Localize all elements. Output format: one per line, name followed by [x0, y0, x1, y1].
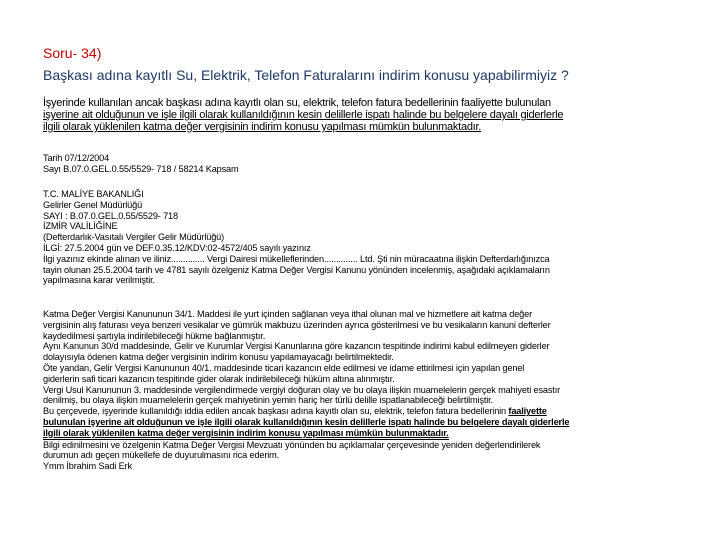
signature: Ymm İbrahim Sadi Erk: [43, 461, 132, 472]
conclusion-text: Bu çerçevede, işyerinde kullanıldığı iddia edilen ancak başkası adına kayıtlı olan su, elektrik, telefon fatura bedellerinin: [43, 406, 509, 417]
letter-line: Gelirler Genel Müdürlüğü: [43, 199, 143, 210]
body-line: dolayısıyla ödenen katma değer vergisinin indirim konusu yapılamayacağı belirtilmektedir.: [43, 352, 394, 363]
reference-date: Tarih 07/12/2004: [43, 153, 110, 163]
body-line: Vergi Usul Kanununun 3. maddesinde vergilendirmede vergiyi doğuran olay ve bu olaya ilişkin muamelelerin gerçek mahiyeti esastır: [43, 384, 561, 395]
body-line: vergisinin alış faturası veya benzeri vesikalar ve gümrük makbuzu üzerinden ayrıca gösterilmesi ve bu vesikaların kanuni defterler: [43, 319, 551, 330]
letter-line: T.C. MALİYE BAKANLIĞI: [43, 189, 144, 199]
answer-line-2: işyerine ait olduğunun ve işle ilgili olarak kullanıldığının kesin delillerle ispatı halinde bu belgelere dayalı giderlerle: [43, 109, 564, 121]
letter-header: [43, 189, 703, 286]
closing-line-2: durumun adı geçen mükellefe de duyurulmasını rica ederim.: [43, 450, 280, 461]
conclusion-highlight: faaliyette: [508, 406, 547, 417]
answer-summary: [43, 97, 683, 133]
body-line: denilmiş, bu olaya ilişkin muamelelerin gerçek mahiyetinin yemin hariç her türlü delille ispatlanabileceği belirtilmiştir.: [43, 395, 493, 406]
reference-number: Sayı B.07.0.GEL.0.55/5529- 718 / 58214 Kapsam: [43, 163, 239, 174]
conclusion-line-1: [43, 406, 703, 417]
letter-line: tayin olunan 25.5.2004 tarih ve 4781 sayılı özelgeniz Katma Değer Vergisi Kanunu yönünden incelenmiş, aşağıdaki açıklamaların: [43, 264, 550, 275]
body-line: Öte yandan, Gelir Vergisi Kanununun 40/1. maddesinde ticari kazancın elde edilmesi ve idame ettirilmesi için yapılan genel: [43, 362, 525, 373]
answer-line-3: ilgili olarak yüklenilen katma değer vergisinin indirim konusu yapılması mümkün bulunmaktadır.: [43, 121, 482, 133]
body-line: kaydedilmesi şartıyla indirilebileceği hükme bağlanmıştır.: [43, 330, 266, 341]
letter-line: SAYI : B.07.0.GEL.0.55/5529- 718: [43, 210, 178, 221]
reference-block: [43, 153, 703, 175]
body-line: Aynı Kanunun 30/d maddesinde, Gelir ve Kurumlar Vergisi Kanunlarına göre kazancın tespitinde indirimi kabul edilmeyen giderler: [43, 341, 550, 352]
letter-line: İZMİR VALİLİĞİNE: [43, 221, 118, 232]
question-header: [43, 42, 569, 86]
conclusion-line-3: ilgili olarak yüklenilen katma değer vergisinin indirim konusu yapılması mümkün bulunmaktadır.: [43, 427, 449, 438]
letter-body: [43, 309, 703, 472]
body-line: Katma Değer Vergisi Kanununun 34/1. Maddesi ile yurt içinden sağlanan veya ithal olunan mal ve hizmetlere ait katma değer: [43, 309, 532, 319]
letter-line: İlgi yazınız ekinde alınan ve iliniz.............. Vergi Dairesi mükelleflerinden.............. Ltd. Şti nin müracaatına ilişkin Defterdarlığınızca: [43, 253, 550, 264]
letter-line: İLGİ: 27.5.2004 gün ve DEF.0.35.12/KDV:02-4572/405 sayılı yazınız: [43, 242, 311, 253]
letter-line: (Defterdarlık-Vasıtalı Vergiler Gelir Müdürlüğü): [43, 232, 225, 243]
conclusion-line-2: bulunulan işyerine ait olduğunun ve işle ilgili olarak kullanıldığının kesin delillerle ispatı halinde bu belgelere dayalı giderlerle: [43, 416, 570, 427]
question-number: Soru- 34): [43, 45, 102, 61]
answer-line-1: İşyerinde kullanılan ancak başkası adına kayıtlı olan su, elektrik, telefon fatura bedellerinin faaliyette bulunulan: [43, 97, 551, 109]
letter-line: yapılmasına karar verilmiştir.: [43, 275, 155, 286]
closing-line-1: Bilgi edinilmesini ve özelgenin Katma Değer Vergisi Mevzuatı yönünden bu açıklamalar çerçevesinde yeniden değerlendirilerek: [43, 439, 541, 450]
body-line: giderlerin safi ticari kazancın tespitinde gider olarak indirilebileceği hüküm altına alınmıştır.: [43, 373, 395, 384]
question-title: Başkası adına kayıtlı Su, Elektrik, Telefon Faturalarını indirim konusu yapabilirmiyiz ?: [43, 67, 569, 83]
